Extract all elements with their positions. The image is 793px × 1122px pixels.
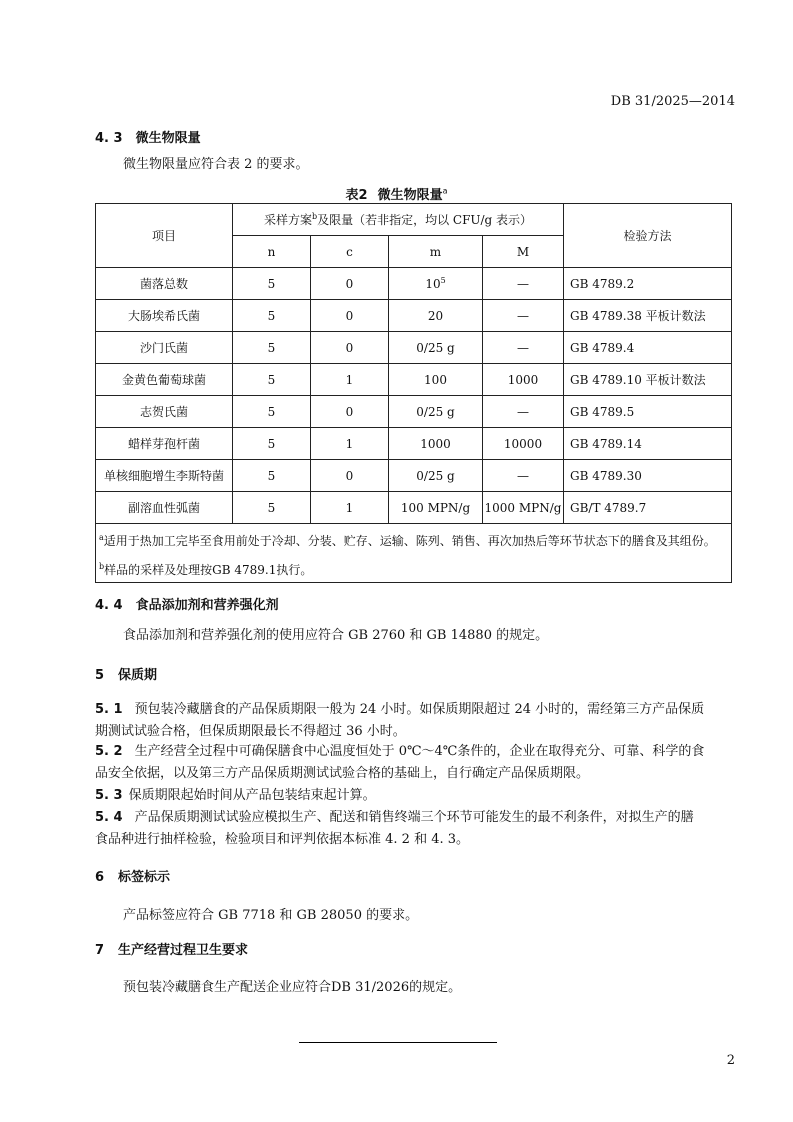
cell-item: 志贺氏菌	[96, 396, 233, 428]
clause-5-2	[95, 741, 704, 785]
section-4-4-heading	[95, 594, 279, 613]
table-row	[96, 492, 732, 524]
table-caption-footnote-mark: a	[442, 186, 448, 196]
cell-method: GB/T 4789.7	[564, 492, 732, 524]
clause-number: 5. 3	[95, 788, 123, 803]
section-7-text: 预包装冷藏膳食生产配送企业应符合DB 31/2026的规定。	[123, 980, 462, 995]
section-title: 生产经营过程卫生要求	[118, 943, 249, 958]
cell-m: 1000	[389, 428, 483, 460]
clause-text-line: 品安全依据，以及第三方产品保质期测试试验合格的基础上，自行确定产品保质期限。	[95, 766, 590, 781]
cell-M: 1000	[483, 364, 564, 396]
cell-m: 0/25 g	[389, 332, 483, 364]
cell-m-base: 10	[425, 276, 441, 291]
cell-M: —	[483, 268, 564, 300]
section-6-heading	[95, 866, 170, 885]
clause-text-line: 保质期限起始时间从产品包装结束起计算。	[128, 788, 376, 803]
cell-c: 0	[311, 268, 389, 300]
cell-n: 5	[233, 332, 311, 364]
column-header-method: 检验方法	[564, 204, 732, 268]
section-number: 4. 3	[95, 131, 123, 146]
cell-m-exponent: 5	[440, 275, 446, 285]
clause-text-line: 产品保质期测试试验应模拟生产、配送和销售终端三个环节可能发生的最不利条件，对拟生产的膳	[134, 810, 694, 825]
clause-text-line: 生产经营全过程中可确保膳食中心温度恒处于 0℃～4℃条件的，企业在取得充分、可靠、科学的食	[134, 744, 705, 759]
note-a-text: 适用于热加工完毕至食用前处于冷却、分装、贮存、运输、陈列、销售、再次加热后等环节状态下的膳食及其组份。	[103, 533, 716, 548]
cell-n: 5	[233, 364, 311, 396]
section-6-text: 产品标签应符合 GB 7718 和 GB 28050 的要求。	[123, 908, 419, 923]
table-note-b	[96, 556, 732, 583]
cell-n: 5	[233, 460, 311, 492]
table-note-a	[96, 524, 732, 557]
sampling-footnote-mark: b	[311, 212, 318, 221]
cell-c: 0	[311, 460, 389, 492]
clause-number: 5. 2	[95, 744, 123, 759]
section-number: 7	[95, 943, 105, 958]
cell-m: 0/25 g	[389, 460, 483, 492]
cell-c: 0	[311, 332, 389, 364]
table-note-row	[96, 524, 732, 557]
note-b-text: 样品的采样及处理按GB 4789.1执行。	[104, 562, 313, 577]
column-header-M: M	[483, 236, 564, 268]
cell-method: GB 4789.38 平板计数法	[564, 300, 732, 332]
cell-item: 蜡样芽孢杆菌	[96, 428, 233, 460]
cell-item: 单核细胞增生李斯特菌	[96, 460, 233, 492]
cell-n: 5	[233, 300, 311, 332]
column-header-c: c	[311, 236, 389, 268]
table-caption-number: 表2	[345, 188, 368, 203]
cell-item: 大肠埃希氏菌	[96, 300, 233, 332]
section-7-heading	[95, 939, 248, 958]
section-4-3-heading	[95, 127, 201, 146]
cell-M: 10000	[483, 428, 564, 460]
sampling-label: 采样方案	[263, 213, 312, 227]
cell-m: 100 MPN/g	[389, 492, 483, 524]
clause-number: 5. 1	[95, 702, 123, 717]
cell-item: 菌落总数	[96, 268, 233, 300]
cell-c: 0	[311, 396, 389, 428]
cell-method: GB 4789.5	[564, 396, 732, 428]
cell-c: 1	[311, 428, 389, 460]
section-title: 食品添加剂和营养强化剂	[135, 598, 279, 613]
clause-5-1	[95, 699, 704, 743]
table-row	[96, 428, 732, 460]
cell-method: GB 4789.30	[564, 460, 732, 492]
clause-text-line: 食品种进行抽样检验，检验项目和评判依据本标准 4. 2 和 4. 3。	[95, 832, 470, 847]
table-row	[96, 268, 732, 300]
cell-method: GB 4789.2	[564, 268, 732, 300]
cell-method: GB 4789.4	[564, 332, 732, 364]
cell-c: 1	[311, 364, 389, 396]
cell-m: 0/25 g	[389, 396, 483, 428]
cell-M: —	[483, 460, 564, 492]
clause-text-line: 预包装冷藏膳食的产品保质期限一般为 24 小时。如保质期限超过 24 小时的，需经第三方产品保质	[134, 702, 705, 717]
document-number: DB 31/2025—2014	[610, 94, 735, 109]
table-row	[96, 460, 732, 492]
section-title: 标签标示	[118, 870, 171, 885]
microbial-limits-table	[95, 203, 732, 583]
column-header-sampling	[233, 204, 564, 236]
clause-5-4	[95, 807, 694, 851]
section-title: 保质期	[118, 668, 158, 683]
cell-item: 沙门氏菌	[96, 332, 233, 364]
cell-M: —	[483, 396, 564, 428]
section-5-heading	[95, 664, 157, 683]
section-number: 4. 4	[95, 598, 123, 613]
column-header-item: 项目	[96, 204, 233, 268]
cell-c: 0	[311, 300, 389, 332]
table-caption-title: 微生物限量	[377, 188, 443, 203]
cell-m: 100	[389, 364, 483, 396]
table-note-row	[96, 556, 732, 583]
clause-5-3	[95, 785, 376, 807]
table-row	[96, 300, 732, 332]
cell-M: 1000 MPN/g	[483, 492, 564, 524]
cell-method: GB 4789.14	[564, 428, 732, 460]
section-number: 5	[95, 668, 105, 683]
cell-item: 金黄色葡萄球菌	[96, 364, 233, 396]
table-row	[96, 364, 732, 396]
cell-n: 5	[233, 268, 311, 300]
note-b-mark: b	[99, 561, 105, 571]
section-4-3-text: 微生物限量应符合表 2 的要求。	[123, 157, 309, 172]
section-title: 微生物限量	[135, 131, 201, 146]
column-header-m: m	[389, 236, 483, 268]
note-a-mark: a	[99, 532, 104, 542]
cell-m	[389, 268, 483, 300]
clause-number: 5. 4	[95, 810, 123, 825]
cell-c: 1	[311, 492, 389, 524]
section-number: 6	[95, 870, 105, 885]
clause-text-line: 期测试试验合格，但保质期限最长不得超过 36 小时。	[95, 724, 406, 739]
table-row	[96, 396, 732, 428]
column-header-n: n	[233, 236, 311, 268]
cell-n: 5	[233, 396, 311, 428]
cell-item: 副溶血性弧菌	[96, 492, 233, 524]
cell-n: 5	[233, 428, 311, 460]
sampling-label-suffix: 及限量（若非指定，均以 CFU/g 表示）	[317, 213, 533, 227]
cell-M: —	[483, 300, 564, 332]
page-number: 2	[726, 1053, 735, 1068]
cell-method: GB 4789.10 平板计数法	[564, 364, 732, 396]
cell-M: —	[483, 332, 564, 364]
table-caption	[0, 184, 793, 203]
cell-m: 20	[389, 300, 483, 332]
table-row	[96, 332, 732, 364]
cell-n: 5	[233, 492, 311, 524]
footer-rule	[299, 1042, 497, 1043]
section-4-4-text: 食品添加剂和营养强化剂的使用应符合 GB 2760 和 GB 14880 的规定。	[123, 628, 549, 643]
